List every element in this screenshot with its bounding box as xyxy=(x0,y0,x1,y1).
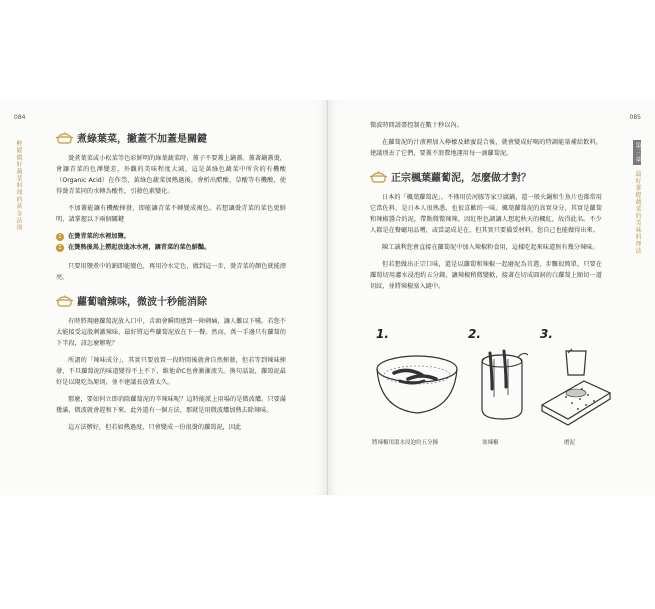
step-number: 2. xyxy=(468,327,481,341)
paragraph: 燙煮葉菜或小松菜等色彩鮮明的綠葉蔬菜時，蓋子不要蓋上鍋蓋。蓋著鍋蓋燙，會讓青菜的色澤變差，外觀的美味程度大減，這是黃綠色蔬菜中所含的有機酸（Organic Acid）在作祟，黃綠色蔬菜加熱過後，會析出醋酸、草酸等有機酸，使得燙青菜同的水轉為酸性，引發色素變化。 xyxy=(56,155,286,195)
paragraph: 陳工誠利您會直接在蘿蔔泥中加入辣椒粉食用，這樣吃起來味道無有幾分辣味。 xyxy=(382,244,599,251)
section-heading-radish xyxy=(56,293,286,308)
pot-icon xyxy=(370,170,387,183)
tip-item-2 xyxy=(56,242,286,253)
tip-text: 在燙熟後馬上撈起放進冰水裡，讓青菜的菜色鮮豔。 xyxy=(68,244,211,251)
step-number: 1. xyxy=(376,327,389,341)
tip-item-1 xyxy=(56,231,286,242)
paragraph: 只要用鹽煮中的鈉即能變色，再用冷水定色，做到這一步，燙青菜的顏色就能漂亮。 xyxy=(56,263,286,281)
grating-illustration xyxy=(536,347,614,429)
step-illustrations xyxy=(368,327,620,457)
left-content xyxy=(56,120,286,439)
step-caption: 塞辣椒 xyxy=(482,440,499,446)
paragraph: 不加蓋能讓有機酸揮發，即能讓青菜不轉變成褐色。若想讓燙青菜的菜色更鮮明，請掌握以下兩個關鍵 xyxy=(56,205,286,223)
bowl-soaking-illustration xyxy=(372,351,462,419)
chapter-tab: 第三章 xyxy=(634,142,641,163)
radish-stuffing-illustration xyxy=(474,349,530,425)
section-heading-momiji xyxy=(370,169,602,184)
heading-text: 煮綠葉菜，撇蓋不加蓋是關鍵 xyxy=(77,134,207,145)
heading-text: 蘿蔔嗆辣味，微波十秒能消除 xyxy=(77,297,207,308)
heading-text: 正宗楓葉蘿蔔泥，怎麼做才對？ xyxy=(391,173,531,184)
side-title-right xyxy=(633,140,641,255)
page-number-right: 085 xyxy=(629,114,641,121)
right-page xyxy=(328,100,655,495)
number-badge: 2 xyxy=(56,244,64,252)
section-heading-greens xyxy=(56,130,286,145)
paragraph: 所謂的「辣味成分」，其實只要放置一段時間後就會自然揮發，但若等到辣味揮發，不旦蘿蔔泥的味道變得不上不下，維他命C也會漸漸流失。換句話說，蘿蔔泥最好是以現吃為原則，並不建議長放置太久。 xyxy=(56,357,286,386)
paragraph: 日本的「楓葉蘿蔔泥」，不僅用於河豚等家豆腐鍋，還一般火鍋和生魚片也都常用它當佐料，是日本人很熟悉，也很喜歡的一味。楓葉蘿蔔泥的真實身分，其實是蘿蔔和辣椒醬合的泥，帶點微微辣辣，因紅彤色調讓人想起秋天的楓紅，故得此名。不少人都是在餐廳用品嚐，或當認成是在，但其實只要備妥材料，您自己也能做得出來。 xyxy=(370,194,602,234)
tip-text: 在燙青菜的水裡加鹽。 xyxy=(68,233,130,240)
paragraph: 在蘿蔔泥的汁液裡加入檸檬及蜂蜜混合後，就會變成好喝的特調能量補給飲料，建議別丟了它們，要蓋不浪費地運用每一滴蘿蔔泥。 xyxy=(370,139,602,157)
step-caption: 將辣椒用溫水浸泡約五分鐘 xyxy=(372,440,439,446)
page-number-left: 084 xyxy=(14,114,26,121)
step-caption: 磨泥 xyxy=(564,440,576,446)
pot-icon xyxy=(56,131,73,144)
paragraph: 但若想做出正宗口味，還是以蘿蔔和辣椒一起磨泥為首選，步驟很簡單，只要在蘿蔔切用濾水浸泡約五分鐘，讓辣椒稍微變軟，接著在切成圓洞的白蘿蔔上順切一道切紋，並將辣椒塞入縫中。 xyxy=(370,261,602,290)
paragraph: 這方法辦好，但若如熱過度，只會變成一份很燙的蘿蔔泥，因此 xyxy=(68,424,242,431)
number-badge: 1 xyxy=(56,233,64,241)
right-content xyxy=(370,120,602,298)
step-number: 3. xyxy=(540,327,553,341)
side-title-left: 輕鬆做好蔬菜料理的黃金法則 xyxy=(15,140,22,231)
paragraph: 那麼，要如何立即消除蘿蔔泥的辛辣味呢？這時能派上用場的是微波爐。只要滿幾滿，微波就會趕和下來。此外還有一個方法，那就是用微波爐加熱去除辣味。 xyxy=(56,396,286,414)
paragraph: 有時將現磨蘿蔔泥放入口中，舌頭會瞬間感到一陣刺痛，讓人難以下嚥。若您不太能接受這股刺激辣味，最好將這些蘿蔔泥放在下一餐。然而，萬一手邊只有蘿蔔的下半段，該怎麼辦呢？ xyxy=(56,318,286,347)
left-page xyxy=(0,100,327,495)
side-title-text: 最好掌握蔬菜的美味料理法 xyxy=(634,170,641,255)
pot-icon xyxy=(56,294,73,307)
paragraph: 微波時間請盡控制在數十秒以內。 xyxy=(370,122,463,129)
